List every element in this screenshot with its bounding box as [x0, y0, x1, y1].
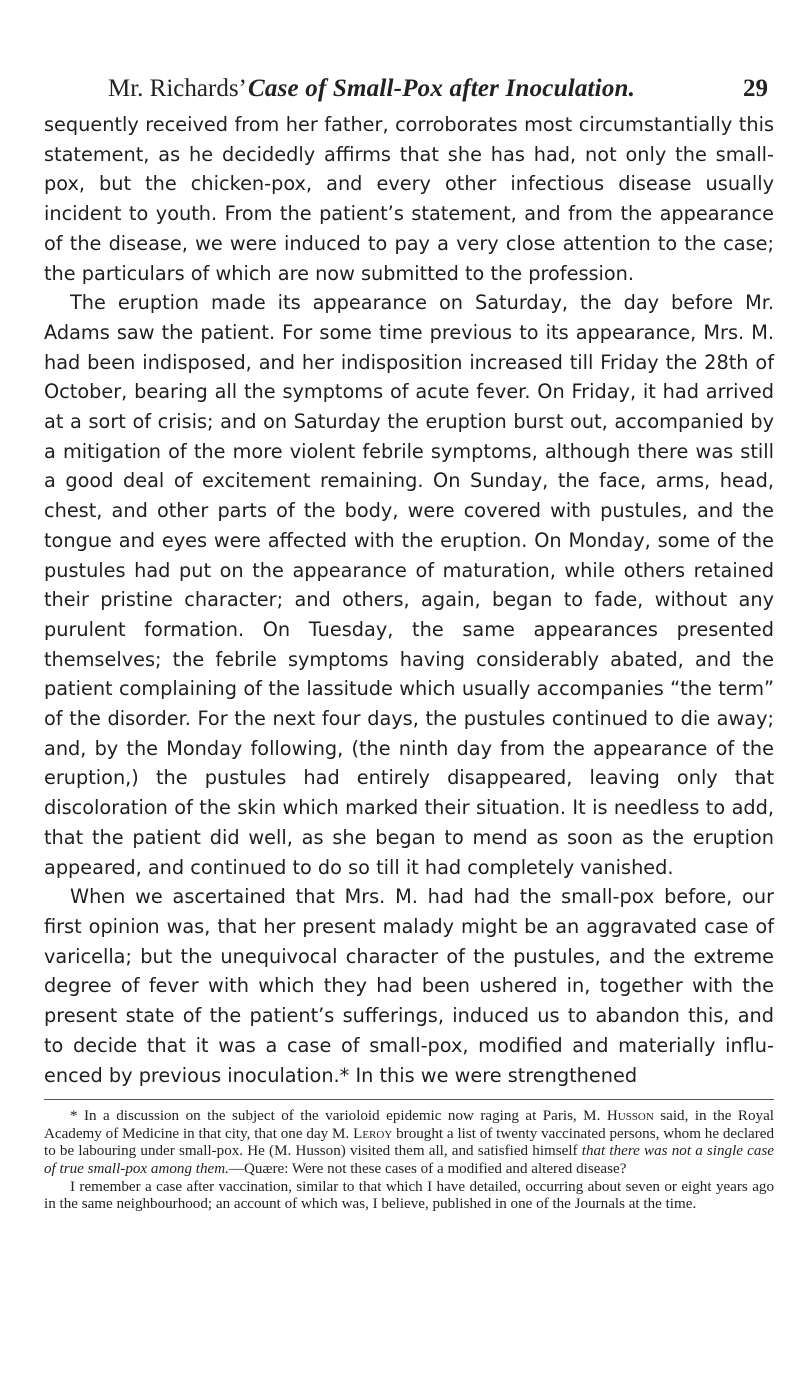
page-number: 29: [743, 75, 768, 102]
footnote-text: brought a list of twenty vaccinated persons, whom he declared to be labouring under small-pox. He (M. Husson) visited them all, and satisfied himself: [44, 1125, 774, 1160]
footnote-text: said, in the Royal Academy of Medicine in that city, that one day M.: [44, 1108, 774, 1142]
footnote-name-husson: Husson: [606, 1108, 654, 1125]
book-page: [44, 68, 774, 1214]
running-head-author: Mr. Richards’: [108, 75, 247, 102]
paragraph-diagnosis: When we ascertained that Mrs. M. had had the small-pox before, our first opinion was, that her present malady might be an aggravated case of varicella; but the unequivocal character of the pustules, and the extreme degree of fever with which they had been ushered in, together with the present state of the patient’s sufferings, induced us to abandon this, and to decide that it was a case of small-pox, modified and materially influenced by previous inoculation.* In this we were strengthened: [44, 885, 774, 1087]
paragraph-eruption: The eruption made its appearance on Saturday, the day before Mr. Adams saw the patient. For some time previous to its appearance, Mrs. M. had been indisposed, and her indisposition increased till Friday the 28th of October, bearing all the symptoms of acute fever. On Friday, it had arrived at a sort of crisis; and on Saturday the eruption burst out, accompanied by a mitigation of the more violent febrile symptoms, although there was still a good deal of excitement remaining. On Sunday, the face, arms, head, chest, and other parts of the body, were covered with pustules, and the tongue and eyes were affected with the eruption. On Monday, some of the pustules had put on the appearance of maturation, while others retained their pristine character; and others, again, began to fade, without any purulent formation. On Tuesday, the same appearances presented themselves; the febrile symptoms having considerably abated, and the patient complaining of the lassitude which usually accompanies “the term” of the disorder. For the next four days, the pustules continued to die away; and, by the Monday following, (the ninth day from the appearance of the eruption,) the pustules had entirely disappeared, leaving only that discoloration of the skin which marked their situation. It is needless to add, that the patient did well, as she began to mend as soon as the eruption appeared, and continued to do so till it had completely vanished.: [44, 291, 774, 879]
paragraph-continuation: sequently received from her father, corroborates most circumstantially this statement, as he decidedly affirms that she has had, not only the small-pox, but the chicken-pox, and every other infectious disease usually incident to youth. From the patient’s statement, and from the appearance of the disease, we were induced to pay a very close attention to the case; the particulars of which are now submitted to the profession.: [44, 113, 774, 285]
running-head-title: Case of Small-Pox after Inoculation.: [248, 75, 636, 102]
footnote-name-leroy: Leroy: [353, 1125, 393, 1142]
footnote-text: * In a discussion on the subject of the varioloid epidemic now raging at Paris, M.: [70, 1108, 601, 1125]
footnote-vaccination-case: I remember a case after vaccination, similar to that which I have detailed, occurring about seven or eight years ago in the same neighbourhood; an account of which was, I believe, published in one of the Journals at the time.: [44, 1178, 774, 1213]
body-text: [44, 110, 774, 1090]
footnote-text: —Quære: Were not these cases of a modified and altered disease?: [228, 1160, 627, 1177]
running-head: [44, 68, 774, 110]
footnote-paris: [44, 1108, 774, 1178]
footnote-italic-quote: that there was not a single case of true small-pox among them.: [44, 1143, 774, 1177]
footnote-rule: [44, 1099, 774, 1100]
footnotes: [44, 1108, 774, 1214]
